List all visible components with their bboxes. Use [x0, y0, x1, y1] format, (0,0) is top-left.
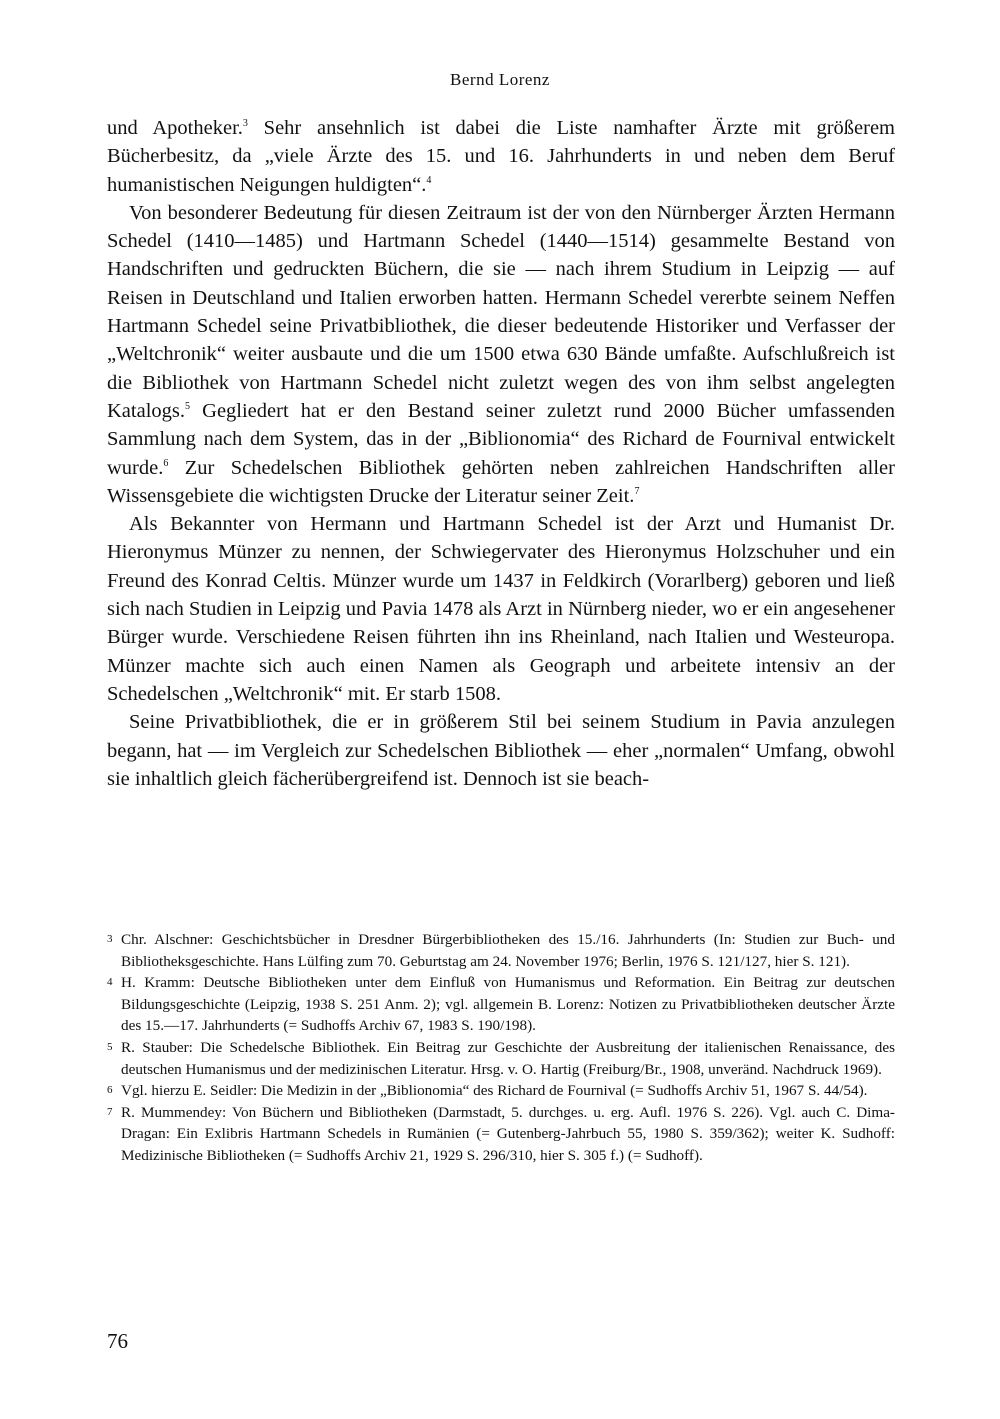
- footnote-number: 7: [107, 1105, 113, 1118]
- paragraph-4: Seine Privatbibliothek, die er in größerem Stil bei seinem Studium in Pavia anzulegen begann, hat — im Vergleich zur Schedelschen Bibliothek — eher „normalen“ Umfang, obwohl sie inhaltlich gleich fächerübergreifend ist. Dennoch ist sie beach-: [107, 711, 895, 790]
- footnote-number: 5: [107, 1040, 113, 1053]
- paragraph-2: [107, 199, 895, 510]
- footnote-5: [107, 1037, 895, 1080]
- footnote-ref: 5: [185, 401, 190, 413]
- footnotes: [107, 929, 895, 1167]
- paragraph-text: Von besonderer Bedeutung für diesen Zeitraum ist der von den Nürnberger Ärzten Hermann Schedel (1410—1485) und Hartmann Schedel (1440—1514) gesammelte Bestand von Handschriften und gedruckten Büchern, die sie — nach ihrem Studium in Leipzig — auf Reisen in Deutschland und Italien erworben hatten. Hermann Schedel vererbte seinem Neffen Hartmann Schedel seine Privatbibliothek, die dieser bedeutende Historiker und Verfasser der „Weltchronik“ weiter ausbaute und die um 1500 etwa 630 Bände umfaßte. Aufschlußreich ist die Bibliothek von Hartmann Schedel nicht zuletzt wegen des von ihm selbst angelegten Katalogs.: [107, 201, 895, 422]
- footnote-ref: 6: [163, 457, 169, 469]
- footnote-text: R. Stauber: Die Schedelsche Bibliothek. Ein Beitrag zur Geschichte der Ausbreitung der italienischen Renaissance, des deutschen Humanismus und der medizinischen Literatur. Hrsg. v. O. Hartig (Freiburg/Br., 1908, unveränd. Nachdruck 1969).: [121, 1038, 895, 1078]
- footnote-4: [107, 972, 895, 1037]
- footnote-ref: 7: [634, 486, 640, 498]
- paragraph-text: und Apotheker.: [107, 117, 243, 139]
- body-text: [107, 114, 895, 793]
- footnote-text: Chr. Alschner: Geschichtsbücher in Dresdner Bürgerbibliotheken des 15./16. Jahrhunderts (In: Studien zur Buch- und Bibliotheksgeschichte. Hans Lülfing zum 70. Geburtstag am 24. November 1976; Berlin, 1976 S. 121/127, hier S. 121).: [121, 931, 895, 970]
- paragraph-3: Als Bekannter von Hermann und Hartmann Schedel ist der Arzt und Humanist Dr. Hieronymus Münzer zu nennen, der Schwiegervater des Hieronymus Holzschuher und ein Freund des Konrad Celtis. Münzer wurde um 1437 in Feldkirch (Vorarlberg) geboren und ließ sich nach Studien in Leipzig und Pavia 1478 als Arzt in Nürnberg nieder, wo er ein angesehener Bürger wurde. Verschiedene Reisen führten ihn ins Rheinland, nach Italien und Westeuropa. Münzer machte sich auch einen Namen als Geograph und arbeitete intensiv an der Schedelschen „Weltchronik“ mit. Er starb 1508.: [107, 513, 895, 705]
- footnote-ref: 3: [242, 118, 248, 130]
- footnote-text: H. Kramm: Deutsche Bibliotheken unter dem Einfluß von Humanismus und Reformation. Ein Beitrag zur deutschen Bildungsgeschichte (Leipzig, 1938 S. 251 Anm. 2); vgl. allgemein B. Lorenz: Notizen zu Privatbibliotheken deutscher Ärzte des 15.—17. Jahrhunderts (= Sudhoffs Archiv 67, 1983 S. 190/198).: [121, 974, 895, 1035]
- footnote-ref: 4: [426, 174, 432, 186]
- running-head: Bernd Lorenz: [450, 70, 550, 89]
- paragraph-text: Sehr ansehnlich ist dabei die Liste namhafter Ärzte mit größerem Bücherbesitz, da „viele Ärzte des 15. und 16. Jahrhunderts in und neben dem Beruf humanistischen Neigungen huldigten“.: [107, 117, 896, 196]
- footnote-text: Vgl. hierzu E. Seidler: Die Medizin in der „Biblionomia“ des Richard de Fournival (= Sudhoffs Archiv 51, 1967 S. 44/54).: [121, 1082, 868, 1100]
- footnote-3: [107, 929, 895, 972]
- footnote-7: [107, 1102, 895, 1167]
- footnote-text: R. Mummendey: Von Büchern und Bibliotheken (Darmstadt, 5. durchges. u. erg. Aufl. 1976 S. 226). Vgl. auch C. Dima-Dragan: Ein Exlibris Hartmann Schedels in Rumänien (= Gutenberg-Jahrbuch 55, 1980 S. 359/362); weiter K. Sudhoff: Medizinische Bibliotheken (= Sudhoffs Archiv 21, 1929 S. 296/310, hier S. 305 f.) (= Sudhoff).: [121, 1103, 895, 1164]
- paragraph-text: Zur Schedelschen Bibliothek gehörten neben zahlreichen Handschriften aller Wissensgebiete die wichtigsten Drucke der Literatur seiner Zeit.: [107, 456, 895, 507]
- footnote-number: 6: [107, 1084, 113, 1097]
- paragraph-1: [107, 114, 895, 199]
- footnote-number: 4: [107, 976, 113, 989]
- paragraph-text: Gegliedert hat er den Bestand seiner zuletzt rund 2000 Bücher umfassenden Sammlung nach dem System, das in der „Biblionomia“ des Richard de Fournival entwickelt wurde.: [107, 399, 895, 479]
- footnote-6: [107, 1080, 895, 1102]
- page-number: 76: [107, 1329, 128, 1353]
- footnote-number: 3: [107, 933, 113, 945]
